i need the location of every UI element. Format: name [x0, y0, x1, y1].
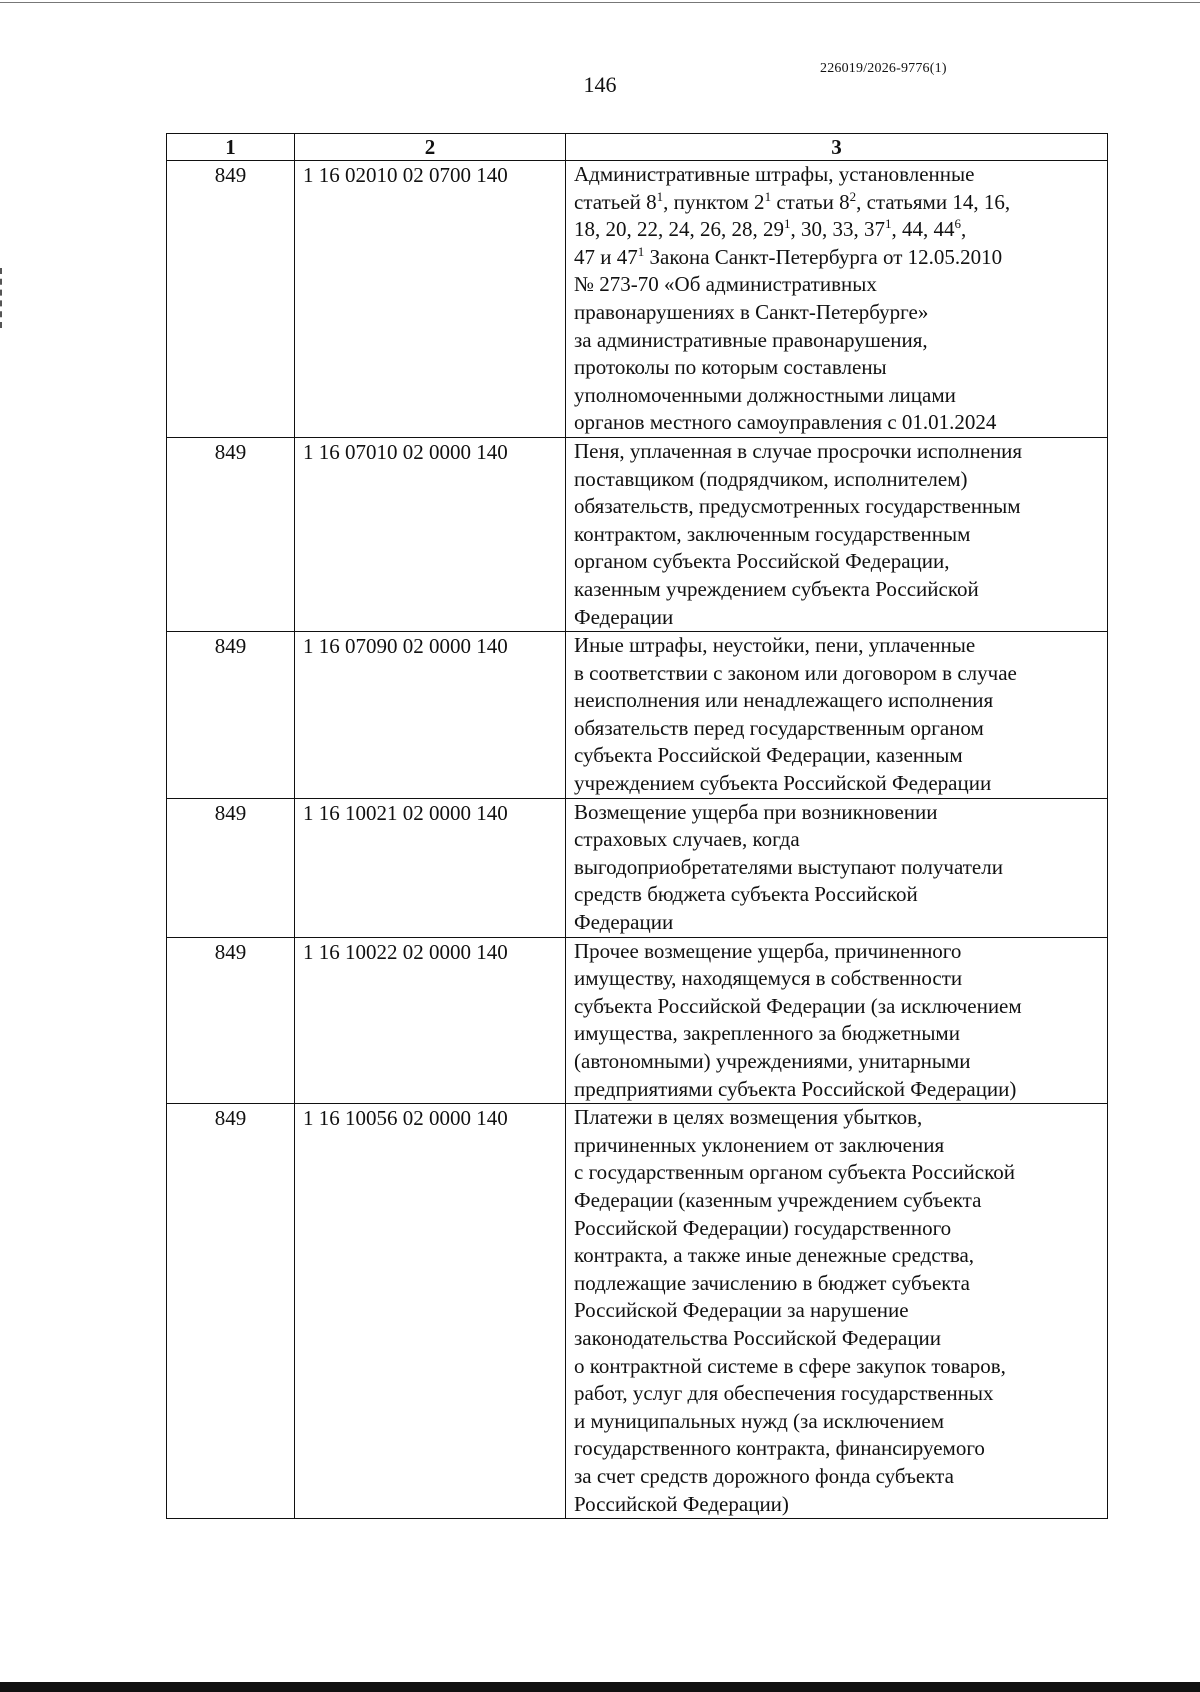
- description-line: протоколы по которым составлены: [574, 355, 887, 380]
- scan-left-marks: [0, 268, 5, 328]
- description-line: Российской Федерации за нарушение: [574, 1298, 909, 1323]
- description-line: за административные правонарушения,: [574, 327, 928, 352]
- table-row: [167, 437, 1108, 631]
- description-line: Федерации: [574, 910, 674, 935]
- description-line: подлежащие зачислению в бюджет субъекта: [574, 1270, 970, 1295]
- table-row: [167, 1104, 1108, 1519]
- admin-code-cell: 849: [167, 632, 295, 799]
- description-line: обязательств перед государственным органом: [574, 715, 984, 740]
- description-line: Административные штрафы, установленные: [574, 162, 975, 186]
- admin-code-cell: 849: [167, 437, 295, 631]
- budget-code-cell: 1 16 07090 02 0000 140: [295, 632, 566, 799]
- description-line: органом субъекта Российской Федерации,: [574, 549, 950, 574]
- description-cell: [566, 1104, 1108, 1519]
- description-line: Возмещение ущерба при возникновении: [574, 799, 938, 824]
- document-id: 226019/2026-9776(1): [820, 61, 947, 76]
- scan-bottom-edge: [0, 1682, 1200, 1692]
- table-row: [167, 632, 1108, 799]
- page-number: 146: [583, 72, 617, 97]
- budget-code-cell: 1 16 02010 02 0700 140: [295, 161, 566, 438]
- description-cell: [566, 437, 1108, 631]
- description-line: за счет средств дорожного фонда субъекта: [574, 1463, 954, 1488]
- description-line: субъекта Российской Федерации, казенным: [574, 743, 963, 768]
- description-line: Прочее возмещение ущерба, причиненного: [574, 938, 962, 963]
- classification-table: [166, 133, 1108, 1519]
- description-line: контракта, а также иные денежные средства,: [574, 1243, 975, 1268]
- description-line: имуществу, находящемуся в собственности: [574, 966, 963, 991]
- budget-code-cell: 1 16 07010 02 0000 140: [295, 437, 566, 631]
- description-line: выгодоприобретателями выступают получатели: [574, 854, 1003, 879]
- table-body: [167, 161, 1108, 1519]
- description-line: учреждением субъекта Российской Федерации: [574, 771, 992, 796]
- description-line: страховых случаев, когда: [574, 827, 800, 852]
- description-line: причиненных уклонением от заключения: [574, 1132, 945, 1157]
- description-line: с государственным органом субъекта Российской: [574, 1160, 1015, 1185]
- description-line: 18, 20, 22, 24, 26, 28, $29^1$, 30, 33, $37^1$, 44, $44^6$,: [574, 216, 967, 242]
- description-line: № 273-70 «Об административных: [574, 272, 877, 297]
- description-line: Иные штрафы, неустойки, пени, уплаченные: [574, 633, 976, 658]
- description-line: субъекта Российской Федерации (за исключением: [574, 993, 1022, 1018]
- description-line: обязательств, предусмотренных государственным: [574, 494, 1021, 519]
- admin-code-cell: 849: [167, 937, 295, 1104]
- description-line: статьей $8^1$, пунктом $2^1$ статьи $8^2$, статьями 14, 16,: [574, 188, 1011, 214]
- description-line: контрактом, заключенным государственным: [574, 521, 971, 546]
- admin-code-cell: 849: [167, 161, 295, 438]
- description-cell: [566, 937, 1108, 1104]
- description-line: неисполнения или ненадлежащего исполнения: [574, 688, 994, 713]
- description-cell: [566, 632, 1108, 799]
- header-col-1: 1: [167, 134, 295, 161]
- description-line: имущества, закрепленного за бюджетными: [574, 1021, 960, 1046]
- description-line: 47 и $47^1$ Закона Санкт-Петербурга от 12.05.2010: [574, 243, 1003, 269]
- description-line: органов местного самоуправления с 01.01.2024: [574, 410, 997, 435]
- scan-top-edge: [0, 2, 1200, 3]
- description-line: Российской Федерации): [574, 1491, 789, 1516]
- description-line: Российской Федерации) государственного: [574, 1215, 952, 1240]
- description-line: в соответствии с законом или договором в случае: [574, 660, 1017, 685]
- header-col-3: 3: [566, 134, 1108, 161]
- admin-code-cell: 849: [167, 1104, 295, 1519]
- description-line: и муниципальных нужд (за исключением: [574, 1408, 944, 1433]
- description-line: о контрактной системе в сфере закупок товаров,: [574, 1353, 1006, 1378]
- header-col-2: 2: [295, 134, 566, 161]
- description-line: государственного контракта, финансируемого: [574, 1436, 985, 1461]
- table-row: [167, 161, 1108, 438]
- description-line: Федерации: [574, 604, 674, 629]
- description-line: Платежи в целях возмещения убытков,: [574, 1105, 923, 1130]
- budget-code-cell: 1 16 10021 02 0000 140: [295, 798, 566, 937]
- description-line: Пеня, уплаченная в случае просрочки исполнения: [574, 438, 1023, 463]
- admin-code-cell: 849: [167, 798, 295, 937]
- description-line: казенным учреждением субъекта Российской: [574, 576, 979, 601]
- budget-code-cell: 1 16 10056 02 0000 140: [295, 1104, 566, 1519]
- description-line: Федерации (казенным учреждением субъекта: [574, 1187, 982, 1212]
- description-line: работ, услуг для обеспечения государственных: [574, 1381, 994, 1406]
- description-line: законодательства Российской Федерации: [574, 1325, 942, 1350]
- table-row: [167, 798, 1108, 937]
- table-header-row: [167, 134, 1108, 161]
- description-line: (автономными) учреждениями, унитарными: [574, 1049, 971, 1073]
- budget-code-cell: 1 16 10022 02 0000 140: [295, 937, 566, 1104]
- description-line: поставщиком (подрядчиком, исполнителем): [574, 466, 968, 491]
- description-line: уполномоченными должностными лицами: [574, 382, 956, 407]
- table-row: [167, 937, 1108, 1104]
- description-line: предприятиями субъекта Российской Федерации): [574, 1076, 1017, 1101]
- description-cell: [566, 161, 1108, 438]
- description-cell: [566, 798, 1108, 937]
- description-line: правонарушениях в Санкт-Петербурге»: [574, 299, 929, 324]
- description-line: средств бюджета субъекта Российской: [574, 882, 918, 907]
